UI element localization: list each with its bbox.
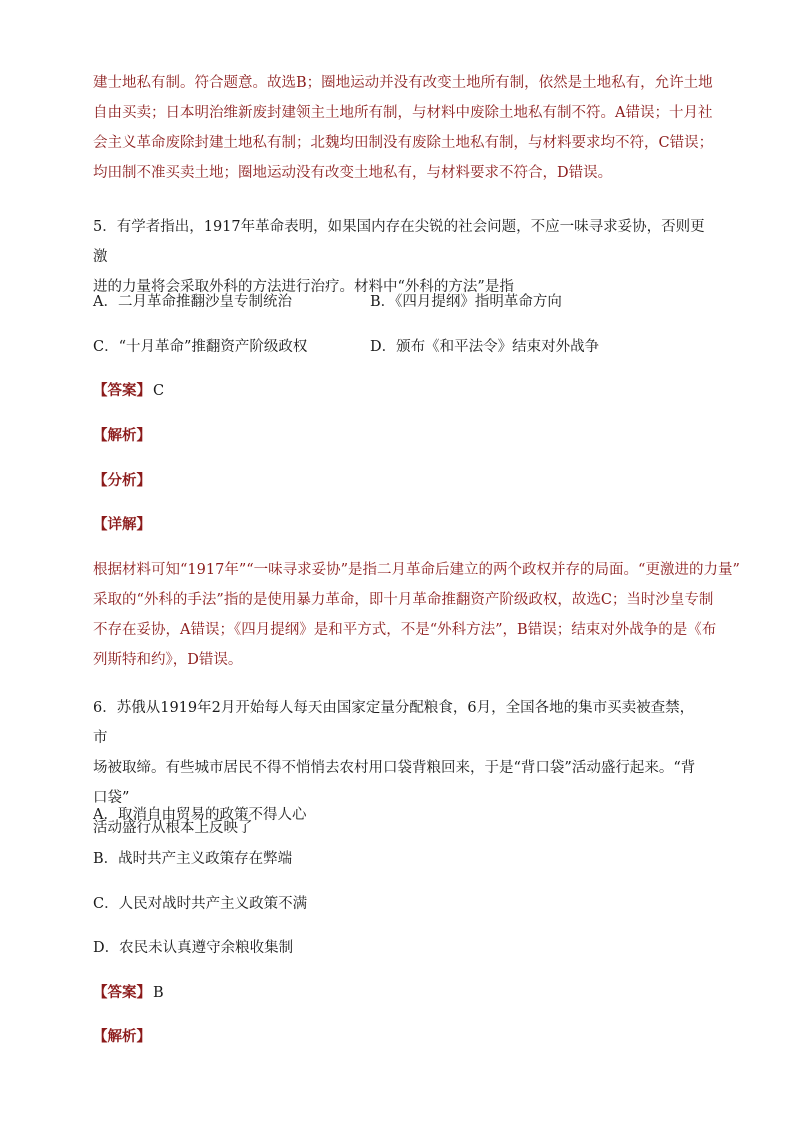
answer-label: 【答案】 <box>93 984 151 1001</box>
question-6-option-b: B．战时共产主义政策存在弊端 <box>93 851 293 867</box>
prev-explanation-line-3: 会主义革命废除封建土地私有制；北魏均田制没有废除土地私有制，与材料要求均不符，C错误； <box>93 135 714 151</box>
question-5-explanation <box>93 555 740 675</box>
answer-label: 【答案】 <box>93 382 151 399</box>
question-6-option-d: D．农民未认真遵守余粮收集制 <box>93 940 294 956</box>
question-5-explanation-line-3: 不存在妥协，A错误；《四月提纲》是和平方式，不是“外科方法”，B错误；结束对外战争的是《布 <box>93 622 717 638</box>
question-6-option-a: A．取消自由贸易的政策不得人心 <box>93 807 307 823</box>
answer-value: B <box>153 985 164 1001</box>
question-5-explanation-line-4: 列斯特和约》，D错误。 <box>93 652 243 668</box>
question-5-option-a: A．二月革命推翻沙皇专制统治 <box>93 294 292 310</box>
question-5-option-b: B．《四月提纲》指明革命方向 <box>370 294 562 310</box>
prev-explanation-line-4: 均田制不准买卖土地；圈地运动没有改变土地私有，与材料要求不符合，D错误。 <box>93 165 613 181</box>
question-5-answer <box>93 379 164 403</box>
question-5-option-c: C．“十月革命”推翻资产阶级政权 <box>93 339 308 355</box>
prev-explanation-line-2: 自由买卖；日本明治维新废封建领主土地所有制，与材料中废除土地私有制不符。A错误；十月社 <box>93 105 713 121</box>
question-6-option-c: C．人民对战时共产主义政策不满 <box>93 896 308 912</box>
question-6-answer <box>93 981 164 1005</box>
question-5-fenxi-label: 【分析】 <box>93 472 151 489</box>
prev-explanation <box>93 68 714 188</box>
question-5-explanation-line-2: 采取的“外科的手法”指的是使用暴力革命，即十月革命推翻资产阶级政权，故选C；当时沙皇专制 <box>93 592 714 608</box>
question-5-jiexi-label: 【解析】 <box>93 427 151 444</box>
prev-explanation-line-1: 建士地私有制。符合题意。故选B；圈地运动并没有改变土地所有制，依然是土地私有，允许土地 <box>93 75 713 91</box>
question-5-stem-line-1: 5．有学者指出，1917年革命表明，如果国内存在尖锐的社会问题，不应一味寻求妥协，否则更激 <box>93 219 705 265</box>
question-6-stem-line-1: 6．苏俄从1919年2月开始每人每天由国家定量分配粮食，6月，全国各地的集市买卖被查禁，市 <box>93 700 695 746</box>
answer-value: C <box>153 383 165 399</box>
question-5-stem <box>93 212 705 302</box>
question-5-stem-line-2: 进的力量将会采取外科的方法进行治疗。材料中“外科的方法”是指 <box>93 279 514 295</box>
question-6-jiexi-label: 【解析】 <box>93 1028 151 1045</box>
question-5-option-d: D．颁布《和平法令》结束对外战争 <box>370 339 600 355</box>
question-5-xiangjie-label: 【详解】 <box>93 516 151 533</box>
question-5-explanation-line-1: 根据材料可知“1917年”“一味寻求妥协”是指二月革命后建立的两个政权并存的局面。“更激进的力量” <box>93 562 740 578</box>
question-6-stem-line-2: 场被取缔。有些城市居民不得不悄悄去农村用口袋背粮回来，于是“背口袋”活动盛行起来。“背口袋” <box>93 760 696 806</box>
question-6-stem-line-3: 活动盛行从根本上反映了 <box>93 820 253 836</box>
